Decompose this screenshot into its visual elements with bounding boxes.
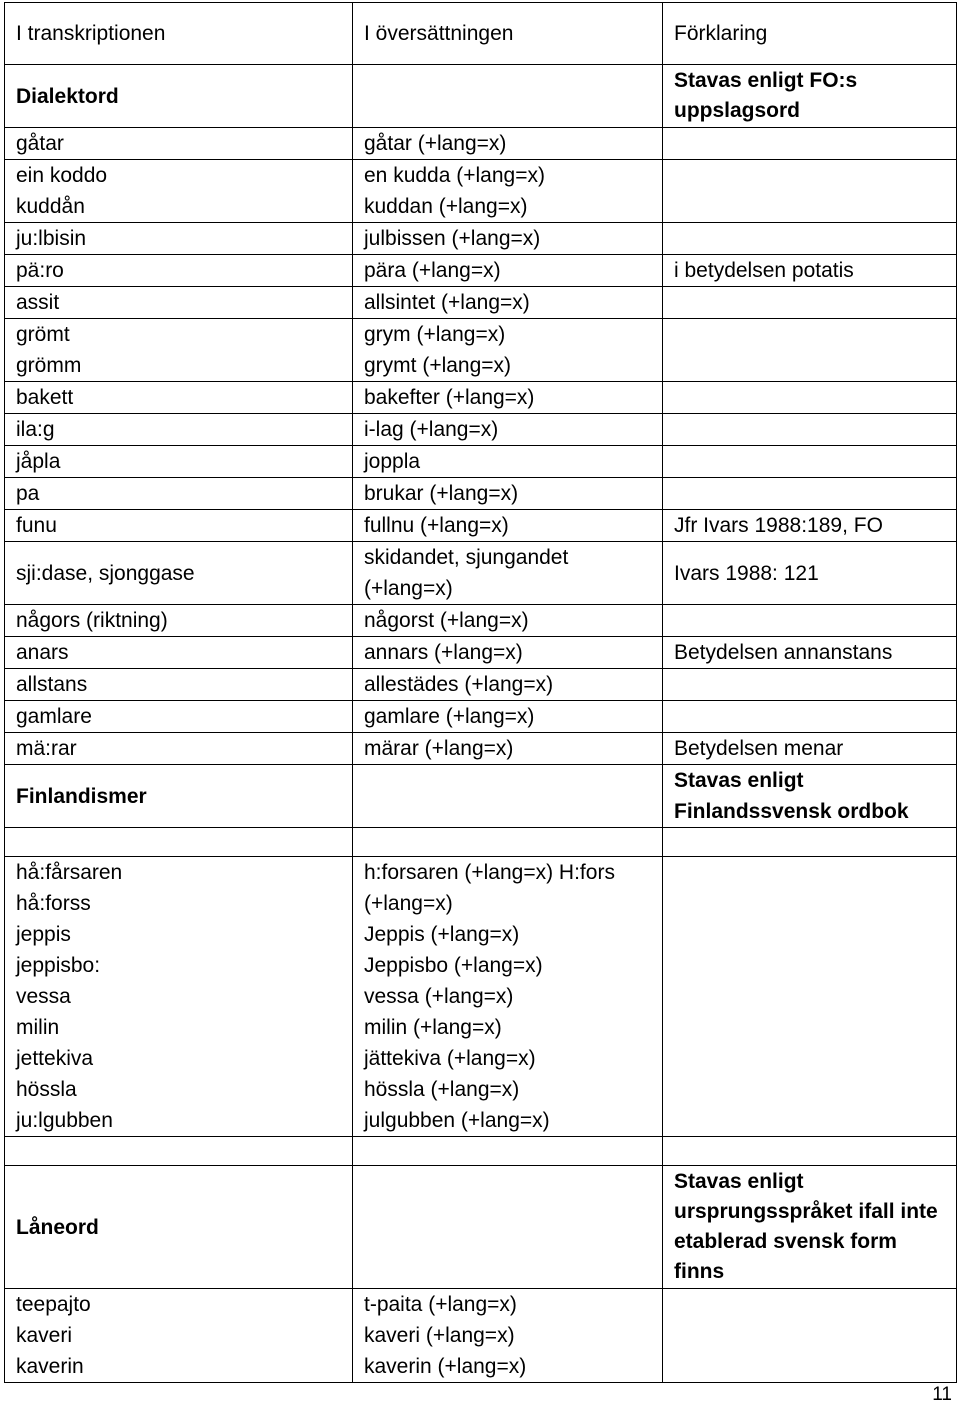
section-note-loan-line: ursprungsspråket ifall inte — [674, 1200, 938, 1223]
section-title-loan: Låneord — [5, 1166, 353, 1289]
transcription-cell — [5, 255, 353, 287]
translation-cell — [353, 605, 663, 637]
header-explanation: Förklaring — [663, 3, 957, 65]
translation-cell-line: vessa (+lang=x) — [364, 985, 514, 1008]
transcription-cell-line: bakett — [16, 386, 74, 409]
table-row — [5, 446, 957, 478]
translation-cell — [353, 478, 663, 510]
translation-cell-line: en kudda (+lang=x) — [364, 164, 545, 187]
transcription-cell — [5, 637, 353, 669]
transcription-cell-line: milin — [16, 1016, 60, 1039]
transcription-cell-line: grömm — [16, 354, 82, 377]
translation-cell — [353, 287, 663, 319]
translation-cell — [353, 382, 663, 414]
table-row — [5, 669, 957, 701]
explanation-cell — [663, 446, 957, 478]
transcription-cell-line: gamlare — [16, 705, 92, 728]
transcription-cell — [5, 1289, 353, 1383]
transcription-cell-line: sji:dase, sjonggase — [16, 561, 195, 585]
translation-cell — [353, 1289, 663, 1383]
explanation-cell — [663, 669, 957, 701]
explanation-cell-line: Ivars 1988: 121 — [674, 561, 819, 585]
table-row — [5, 637, 957, 669]
empty-cell — [353, 1166, 663, 1289]
translation-cell-line: jättekiva (+lang=x) — [364, 1047, 536, 1070]
transcription-cell — [5, 542, 353, 605]
explanation-cell — [663, 287, 957, 319]
table-row — [5, 255, 957, 287]
transcription-table — [4, 2, 957, 1383]
translation-cell-line: någorst (+lang=x) — [364, 609, 529, 632]
section-note-loan-line: Stavas enligt — [674, 1170, 804, 1193]
section-title-dialect: Dialektord — [5, 65, 353, 128]
translation-cell-line: Jeppisbo (+lang=x) — [364, 954, 543, 977]
translation-cell-line: kuddan (+lang=x) — [364, 195, 528, 218]
section-note-loan-line: finns — [674, 1260, 725, 1283]
translation-cell — [353, 733, 663, 765]
empty-cell — [663, 857, 957, 1137]
header-translation: I översättningen — [353, 3, 663, 65]
transcription-cell — [5, 857, 353, 1137]
explanation-cell — [663, 414, 957, 446]
transcription-cell — [5, 223, 353, 255]
empty-cell — [353, 828, 663, 857]
transcription-cell-line: anars — [16, 641, 69, 664]
translation-cell-line: Jeppis (+lang=x) — [364, 923, 520, 946]
transcription-cell-line: hå:fårsaren — [16, 861, 123, 884]
transcription-cell-line: pä:ro — [16, 259, 64, 282]
explanation-cell — [663, 733, 957, 765]
table-row — [5, 128, 957, 160]
translation-cell — [353, 414, 663, 446]
empty-cell — [663, 1137, 957, 1166]
entries-row-finland — [5, 857, 957, 1137]
translation-cell-line: (+lang=x) — [364, 577, 453, 600]
table-row — [5, 733, 957, 765]
empty-cell — [663, 828, 957, 857]
translation-cell-line: märar (+lang=x) — [364, 737, 514, 760]
transcription-cell-line: hössla — [16, 1078, 77, 1101]
transcription-cell-line: kaveri — [16, 1324, 73, 1347]
translation-cell — [353, 446, 663, 478]
transcription-cell — [5, 510, 353, 542]
transcription-cell-line: mä:rar — [16, 737, 77, 760]
translation-cell — [353, 542, 663, 605]
explanation-cell — [663, 319, 957, 382]
translation-cell-line: grym (+lang=x) — [364, 323, 506, 346]
explanation-cell — [663, 128, 957, 160]
transcription-cell-line: jettekiva — [16, 1047, 94, 1070]
table-row — [5, 382, 957, 414]
empty-cell — [5, 1137, 353, 1166]
transcription-cell-line: assit — [16, 291, 60, 314]
transcription-cell-line: allstans — [16, 673, 88, 696]
explanation-cell-line: Betydelsen menar — [674, 737, 844, 760]
transcription-cell — [5, 287, 353, 319]
table-row — [5, 223, 957, 255]
translation-cell-line: julbissen (+lang=x) — [364, 227, 541, 250]
translation-cell-line: brukar (+lang=x) — [364, 482, 519, 505]
explanation-cell — [663, 510, 957, 542]
section-note-finland — [663, 765, 957, 828]
transcription-cell-line: grömt — [16, 323, 70, 346]
transcription-cell-line: ila:g — [16, 418, 55, 441]
explanation-cell — [663, 223, 957, 255]
transcription-cell — [5, 446, 353, 478]
explanation-cell — [663, 382, 957, 414]
translation-cell — [353, 160, 663, 223]
translation-cell-line: annars (+lang=x) — [364, 641, 523, 664]
transcription-cell-line: någors (riktning) — [16, 609, 168, 632]
blank-row — [5, 1137, 957, 1166]
translation-cell-line: h:forsaren (+lang=x) H:fors — [364, 861, 615, 884]
explanation-cell — [663, 478, 957, 510]
section-note-loan-line: etablerad svensk form — [674, 1230, 897, 1253]
translation-cell — [353, 319, 663, 382]
section-header-loan — [5, 1166, 957, 1289]
transcription-cell — [5, 160, 353, 223]
explanation-cell-line: Betydelsen annanstans — [674, 641, 893, 664]
translation-cell — [353, 669, 663, 701]
transcription-cell — [5, 414, 353, 446]
translation-cell-line: kaveri (+lang=x) — [364, 1324, 515, 1347]
transcription-cell — [5, 669, 353, 701]
transcription-cell-line: gåtar — [16, 132, 64, 155]
transcription-cell — [5, 382, 353, 414]
explanation-cell — [663, 637, 957, 669]
translation-cell-line: joppla — [364, 450, 421, 473]
translation-cell — [353, 128, 663, 160]
section-title-finland: Finlandismer — [5, 765, 353, 828]
translation-cell — [353, 637, 663, 669]
transcription-cell — [5, 701, 353, 733]
transcription-cell-line: ein koddo — [16, 164, 108, 187]
explanation-cell — [663, 701, 957, 733]
table-row — [5, 510, 957, 542]
table-row — [5, 542, 957, 605]
explanation-cell-line: Jfr Ivars 1988:189, FO — [674, 514, 883, 537]
translation-cell — [353, 701, 663, 733]
transcription-cell — [5, 733, 353, 765]
translation-cell-line: skidandet, sjungandet — [364, 546, 569, 569]
explanation-cell — [663, 160, 957, 223]
translation-cell-line: kaverin (+lang=x) — [364, 1355, 527, 1378]
translation-cell-line: bakefter (+lang=x) — [364, 386, 535, 409]
translation-cell — [353, 857, 663, 1137]
section-note-dialect: Stavas enligt FO:s uppslagsord — [663, 65, 957, 128]
section-note-loan — [663, 1166, 957, 1289]
translation-cell — [353, 255, 663, 287]
translation-cell — [353, 223, 663, 255]
transcription-cell-line: ju:lbisin — [16, 227, 87, 250]
section-header-finland — [5, 765, 957, 828]
table-row — [5, 160, 957, 223]
translation-cell-line: julgubben (+lang=x) — [364, 1109, 550, 1132]
translation-cell-line: (+lang=x) — [364, 892, 453, 915]
table-row — [5, 478, 957, 510]
translation-cell-line: pära (+lang=x) — [364, 259, 501, 282]
translation-cell-line: fullnu (+lang=x) — [364, 514, 509, 537]
header-row — [5, 3, 957, 65]
transcription-cell-line: funu — [16, 514, 57, 537]
transcription-cell — [5, 319, 353, 382]
transcription-cell-line: kaverin — [16, 1355, 84, 1378]
empty-cell — [5, 828, 353, 857]
transcription-cell-line: jeppisbo: — [16, 954, 101, 977]
translation-cell — [353, 510, 663, 542]
empty-cell — [353, 65, 663, 128]
transcription-cell-line: vessa — [16, 985, 71, 1008]
transcription-cell-line: hå:forss — [16, 892, 91, 915]
empty-cell — [353, 1137, 663, 1166]
translation-cell-line: allestädes (+lang=x) — [364, 673, 554, 696]
empty-cell — [353, 765, 663, 828]
empty-cell — [663, 1289, 957, 1383]
transcription-cell-line: kuddån — [16, 195, 85, 218]
transcription-cell-line: jeppis — [16, 923, 71, 946]
transcription-cell — [5, 605, 353, 637]
translation-cell-line: milin (+lang=x) — [364, 1016, 502, 1039]
table-row — [5, 701, 957, 733]
translation-cell-line: grymt (+lang=x) — [364, 354, 512, 377]
table-row — [5, 605, 957, 637]
page-number: 11 — [932, 1384, 952, 1405]
explanation-cell — [663, 605, 957, 637]
explanation-cell — [663, 255, 957, 287]
blank-row — [5, 828, 957, 857]
table-row — [5, 319, 957, 382]
transcription-cell-line: teepajto — [16, 1293, 91, 1316]
section-note-finland-line: Stavas enligt — [674, 769, 804, 792]
entries-row-loan — [5, 1289, 957, 1383]
transcription-cell — [5, 128, 353, 160]
explanation-cell-line: i betydelsen potatis — [674, 259, 854, 282]
explanation-cell — [663, 542, 957, 605]
transcription-cell-line: ju:lgubben — [16, 1109, 113, 1132]
table-row — [5, 414, 957, 446]
translation-cell-line: allsintet (+lang=x) — [364, 291, 530, 314]
table-row — [5, 287, 957, 319]
transcription-cell — [5, 478, 353, 510]
transcription-cell-line: pa — [16, 482, 40, 505]
section-note-finland-line: Finlandssvensk ordbok — [674, 800, 909, 823]
translation-cell-line: hössla (+lang=x) — [364, 1078, 520, 1101]
translation-cell-line: t-paita (+lang=x) — [364, 1293, 517, 1316]
header-transcription: I transkriptionen — [5, 3, 353, 65]
translation-cell-line: gamlare (+lang=x) — [364, 705, 535, 728]
translation-cell-line: i-lag (+lang=x) — [364, 418, 499, 441]
transcription-cell-line: jåpla — [16, 450, 61, 473]
section-header-dialect — [5, 65, 957, 128]
translation-cell-line: gåtar (+lang=x) — [364, 132, 507, 155]
